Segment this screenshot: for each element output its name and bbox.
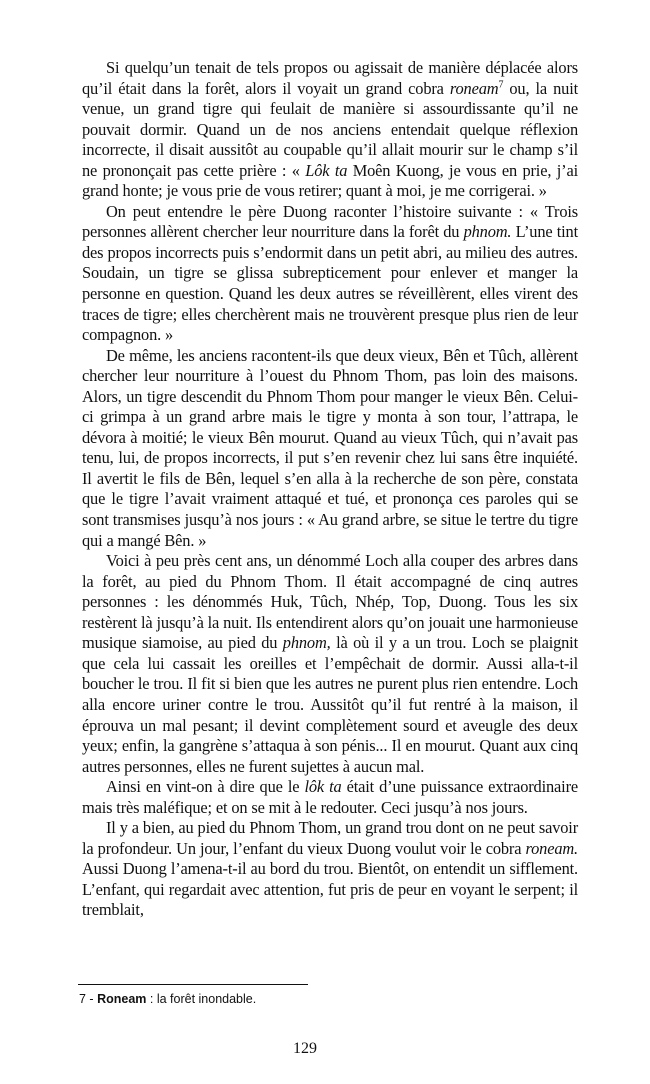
- paragraph: [82, 551, 578, 777]
- text-run: L’une tint des propos incorrects puis s’endormit dans un petit abri, au milieu des autres. Soudain, un tigre se glissa subrepticement pour enlever et manger la personne en question. Quand les deux autres se réveillèrent, elles virent des traces de tigre; elles cherchèrent mais ne trouvèrent presque plus rien de leur compagnon. »: [82, 222, 578, 345]
- footnote-number: 7 -: [79, 992, 94, 1006]
- text-run: Il y a bien, au pied du Phnom Thom, un grand trou dont on ne peut savoir la profondeur. Un jour, l’enfant du vieux Duong voulut voir le cobra: [82, 818, 578, 858]
- body-text: [82, 58, 578, 921]
- text-run: Voici à peu près cent ans, un dénommé Loch alla couper des arbres dans la forêt, au pied du Phnom Thom. Il était accompagné de cinq autres personnes : les dénommés Huk, Tûch, Nhép, Top, Duong. Tous les six restèrent là jusqu’à la nuit. Ils entendirent alors qu’on jouait une harmonieuse musique siamoise, au pied du: [82, 551, 578, 653]
- italic-term: phnom,: [282, 633, 331, 653]
- italic-term: roneam.: [525, 838, 578, 858]
- footnote: [79, 991, 256, 1007]
- footnote-definition: : la forêt inondable.: [146, 992, 257, 1006]
- text-run: Si quelqu’un tenait de tels propos ou agissait de manière déplacée alors qu’il était dans la forêt, alors il voyait un grand cobra: [82, 58, 578, 98]
- paragraph: [82, 777, 578, 818]
- footnote-term: Roneam: [97, 992, 147, 1006]
- text-run: Aussi Duong l’amena-t-il au bord du trou. Bientôt, on entendit un sifflement. L’enfant, qui regardait avec attention, fut pris de peur en voyant le serpent; il tremblait,: [82, 859, 578, 920]
- text-run: était d’une puissance extraordinaire mais très maléfique; et on se mit à le redouter. Ceci jusqu’à nos jours.: [82, 777, 579, 817]
- text-run: On peut entendre le père Duong raconter l’histoire suivante : « Trois personnes allèrent chercher leur nourriture dans la forêt du: [82, 201, 578, 242]
- footnote-separator-rule: [78, 984, 308, 985]
- italic-term: phnom.: [463, 222, 512, 242]
- italic-term: roneam: [449, 78, 499, 98]
- text-run: Ainsi en vint-on à dire que le: [106, 777, 305, 797]
- paragraph: [82, 818, 578, 921]
- text-run: ou, la nuit venue, un grand tigre qui feulait de manière si assourdissante qu’il ne pouvait dormir. Quand un de nos anciens entendait quelque réflexion incorrecte, il disait aussitôt au coupable qu’il allait mourir sur le champ s’il ne prononçait pas cette prière : «: [82, 78, 578, 180]
- page-number: 129: [293, 1040, 317, 1057]
- text-run: là où il y a un trou. Loch se plaignit que cela lui cassait les oreilles et l’empêchait de dormir. Aussi alla-t-il boucher le trou. Il fit si bien que les autres ne purent plus rien entendre. Loch alla encore uriner contre le trou. Aussitôt qu’il fut rentré à la maison, il éprouva un mal pesant; il devint complètement sourd et aveugle des deux yeux; enfin, la gangrène s’attaqua à son pénis... Il en mourut. Quant aux cinq autres personnes, elles ne furent sujettes à aucun mal.: [82, 633, 578, 776]
- paragraph: [82, 202, 578, 346]
- paragraph: [82, 346, 578, 551]
- paragraph: [82, 58, 578, 202]
- italic-term: Lôk ta: [305, 160, 348, 180]
- text-run: De même, les anciens racontent-ils que deux vieux, Bên et Tûch, allèrent chercher leur nourriture à l’ouest du Phnom Thom, pas loin des maisons. Alors, un tigre descendit du Phnom Thom pour manger le vieux Bên. Celui-ci grimpa à un grand arbre mais le tigre y monta à son tour, l’attrapa, le dévora à moitié; le vieux Bên mourut. Quand au vieux Tûch, qui n’avait pas tenu, lui, de propos incorrects, il put s’en revenir chez lui sans être inquiété. Il avertit le fils de Bên, lequel s’en alla à la recherche de son père, constata que le tigre l’avait vraiment attaqué et tué, et prononça ces paroles qui se sont transmises jusqu’à nos jours : « Au grand arbre, se situe le tertre du tigre qui a mangé Bên. »: [82, 345, 578, 550]
- italic-term: lôk ta: [304, 777, 342, 797]
- footnote-reference: 7: [498, 79, 504, 91]
- text-run: Moên Kuong, je vous en prie, j’ai grand honte; je vous prie de vous retirer; quant à moi, je me corrigerai. »: [82, 160, 578, 201]
